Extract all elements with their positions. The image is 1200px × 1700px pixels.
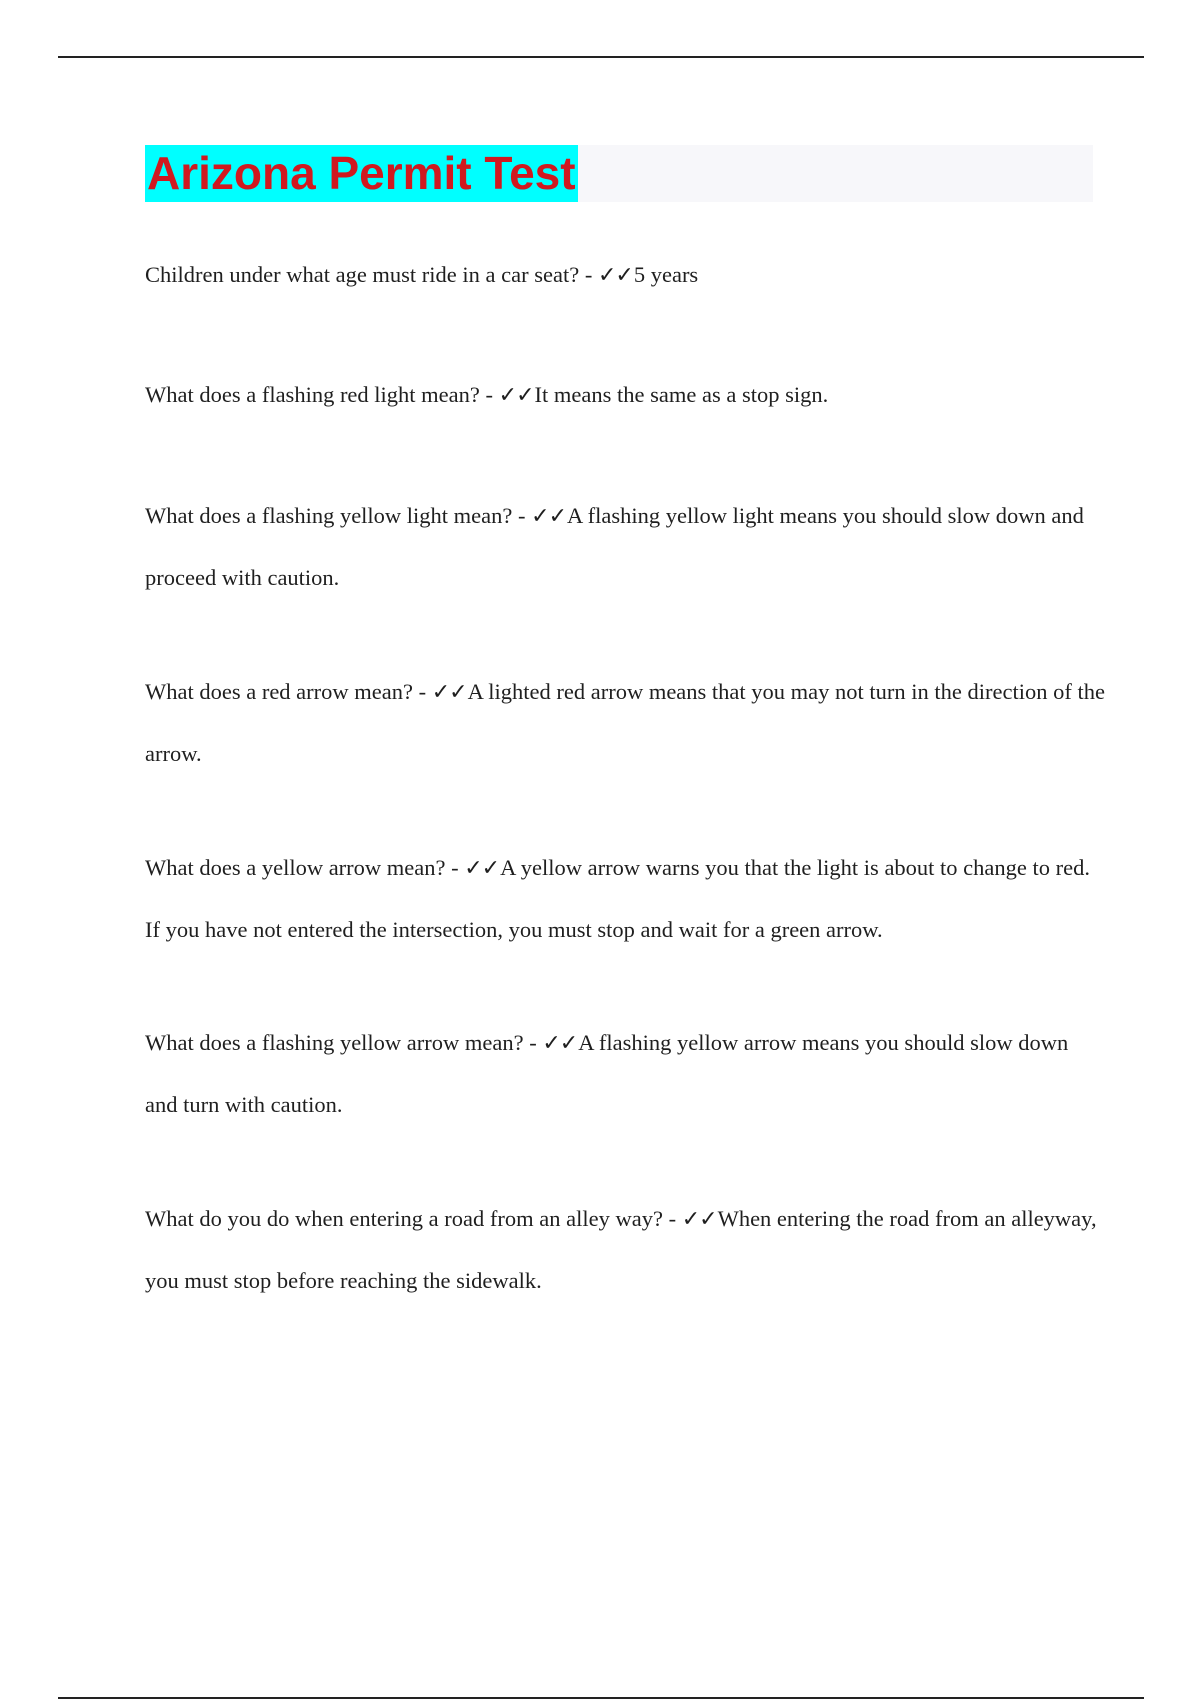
separator: - [512, 503, 532, 528]
double-check-icon: ✓✓ [464, 856, 500, 881]
answer-text: 5 years [633, 262, 699, 287]
double-check-icon: ✓✓ [681, 1207, 717, 1232]
double-check-icon: ✓✓ [597, 263, 633, 288]
qa-item-2 [145, 364, 1105, 426]
separator: - [662, 1206, 682, 1231]
qa-item-5 [145, 837, 1105, 960]
question-text: What does a flashing yellow light mean? [145, 503, 513, 528]
question-text: What do you do when entering a road from an alley way? [145, 1206, 663, 1231]
answer-text: A flashing yellow light means you should slow down and proceed with caution. [145, 503, 1084, 590]
separator: - [479, 382, 499, 407]
double-check-icon: ✓✓ [431, 680, 467, 705]
qa-item-4 [145, 661, 1105, 784]
question-text: What does a yellow arrow mean? [145, 855, 446, 880]
qa-item-7 [145, 1188, 1105, 1311]
qa-item-3 [145, 485, 1105, 608]
qa-item-1 [145, 244, 1105, 306]
qa-item-6 [145, 1012, 1105, 1135]
page-bottom-rule [58, 1697, 1144, 1699]
page-top-rule [58, 56, 1144, 58]
answer-text: A lighted red arrow means that you may not turn in the direction of the arrow. [145, 679, 1105, 766]
question-text: What does a red arrow mean? [145, 679, 413, 704]
separator: - [579, 262, 598, 287]
answer-text: It means the same as a stop sign. [534, 382, 829, 407]
separator: - [445, 855, 465, 880]
double-check-icon: ✓✓ [498, 383, 534, 408]
answer-text: A yellow arrow warns you that the light is about to change to red. If you have not entered the intersection, you must stop and wait for a green arrow. [145, 855, 1090, 942]
separator: - [413, 679, 432, 704]
question-text: What does a flashing red light mean? [145, 382, 480, 407]
page-title: Arizona Permit Test [145, 145, 578, 202]
question-text: What does a flashing yellow arrow mean? [145, 1030, 524, 1055]
answer-text: A flashing yellow arrow means you should slow down and turn with caution. [145, 1030, 1069, 1117]
question-text: Children under what age must ride in a car seat? [145, 262, 580, 287]
double-check-icon: ✓✓ [542, 1031, 578, 1056]
separator: - [523, 1030, 543, 1055]
double-check-icon: ✓✓ [531, 504, 567, 529]
answer-text: When entering the road from an alleyway, you must stop before reaching the sidewalk. [145, 1206, 1097, 1293]
